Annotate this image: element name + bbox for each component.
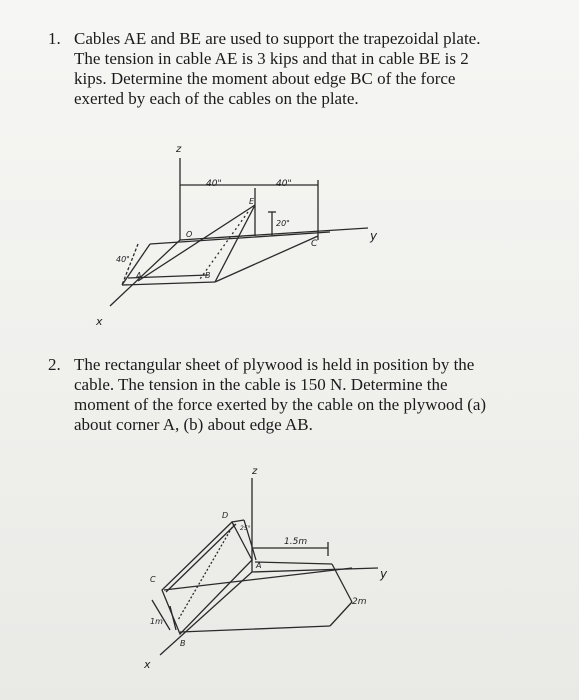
figure-2-point-c: C <box>150 575 156 584</box>
figure-1-dim-side: 40" <box>116 255 130 264</box>
figure-1-point-c: C <box>311 239 318 249</box>
problem-1-number: 1. <box>48 29 61 48</box>
figure-2-dim-small: 25° <box>240 525 251 532</box>
figure-2-dim-top: 1.5m <box>284 537 308 547</box>
figure-2-point-d: D <box>222 511 229 520</box>
figure-1-point-e: E <box>249 197 255 206</box>
figure-2-dim-left: 1m <box>150 617 163 626</box>
figure-2-point-a: A <box>256 561 262 570</box>
figure-1-dim-top-left: 40" <box>206 179 222 189</box>
problem-2-number: 2. <box>48 355 61 374</box>
problem-2-line: moment of the force exerted by the cable on the plywood (a) <box>74 395 487 414</box>
figure-2-lines <box>152 478 378 655</box>
problem-1-line: exerted by each of the cables on the plate. <box>74 89 359 108</box>
figure-2-point-b: B <box>180 639 186 648</box>
figure-1-point-b: B <box>205 271 211 280</box>
figure-2-x-axis-label: x <box>144 658 151 671</box>
problem-1-line: Cables AE and BE are used to support the trapezoidal plate. <box>74 29 481 48</box>
figure-1-dim-vertical: 20" <box>276 219 290 228</box>
figure-1-point-a: A <box>136 271 142 280</box>
problem-1-line: kips. Determine the moment about edge BC of the force <box>74 69 456 88</box>
problem-2-line: about corner A, (b) about edge AB. <box>74 415 313 434</box>
figure-2-dim-right: 2m <box>352 597 367 607</box>
problem-2-line: cable. The tension in the cable is 150 N. Determine the <box>74 375 448 394</box>
figure-2-z-axis-label: z <box>252 466 258 477</box>
problem-1-line: The tension in cable AE is 3 kips and that in cable BE is 2 <box>74 49 469 68</box>
figure-1-dim-top-right: 40" <box>276 179 292 189</box>
figure-2-y-axis-label: y <box>380 567 388 581</box>
figure-1-x-axis-label: x <box>96 315 103 328</box>
figure-1-z-axis-label: z <box>176 144 182 155</box>
problem-2-line: The rectangular sheet of plywood is held in position by the <box>74 355 475 374</box>
figure-1-point-o: O <box>186 230 193 239</box>
figure-1-y-axis-label: y <box>370 229 378 243</box>
